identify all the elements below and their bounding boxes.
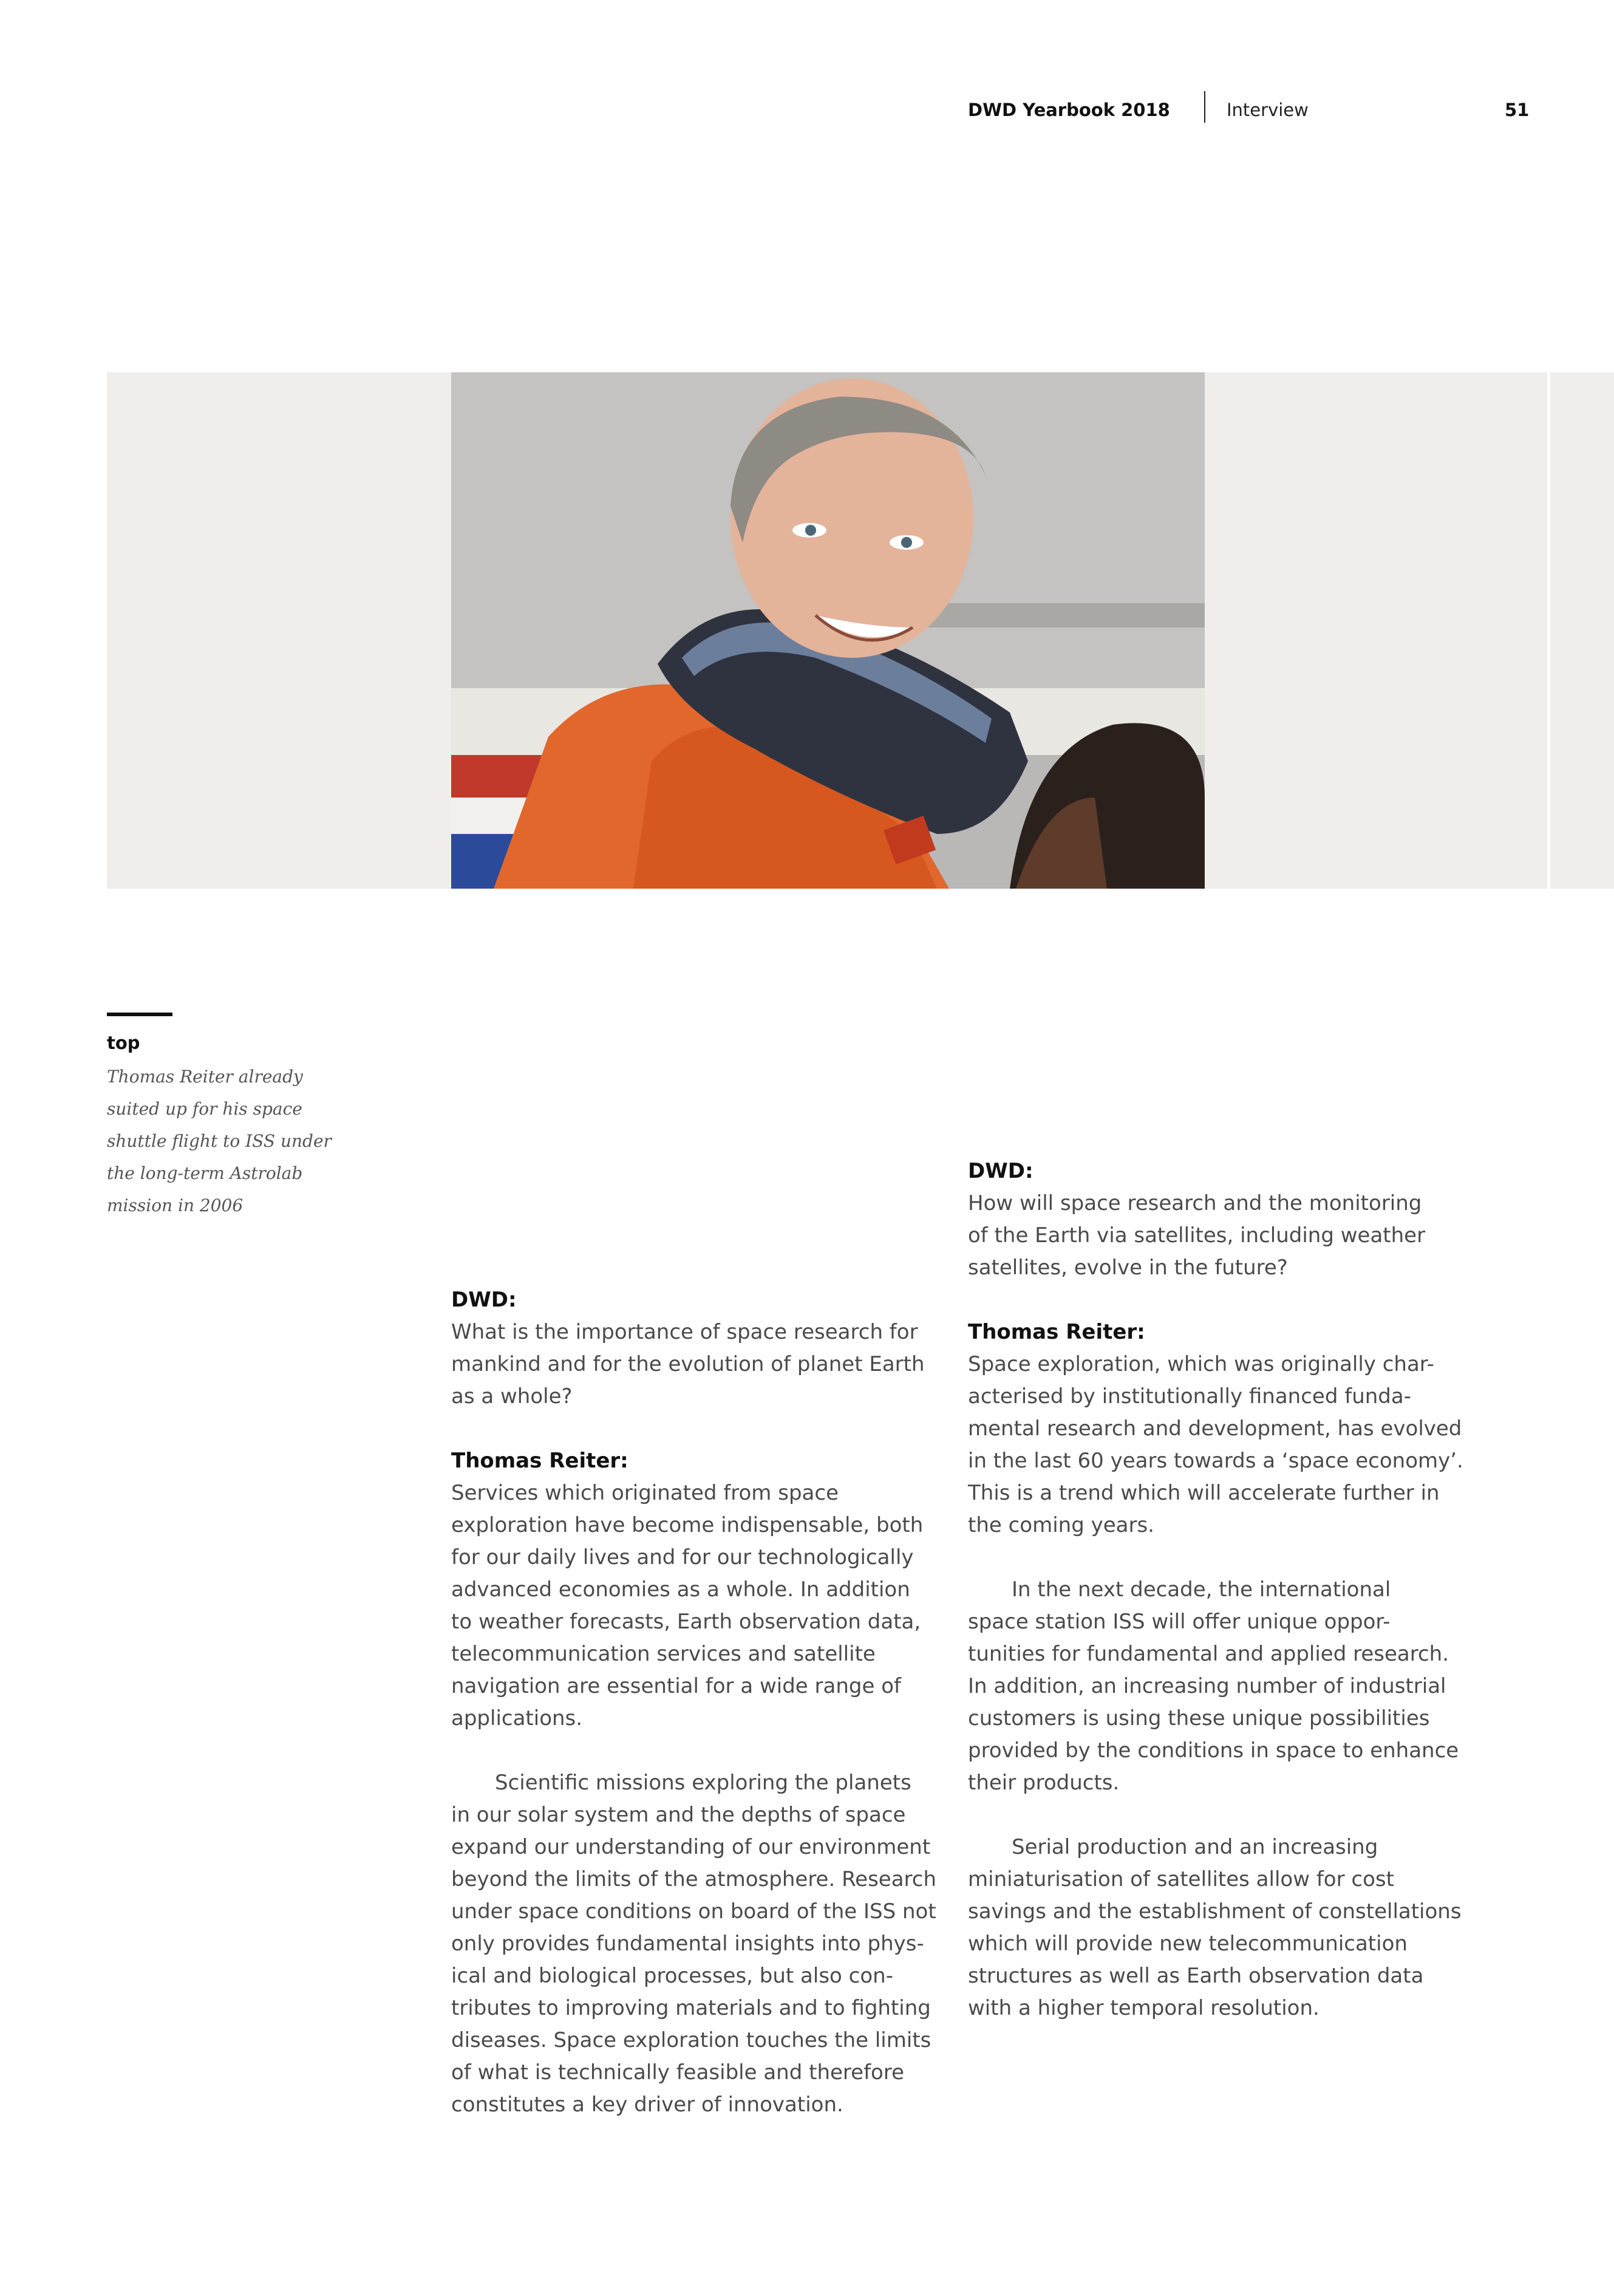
caption-label: top bbox=[107, 1033, 140, 1053]
section-name: Interview bbox=[1227, 100, 1309, 120]
speaker-label: Thomas Reiter: bbox=[451, 1449, 628, 1473]
question-line: How will space research and the monitoring bbox=[968, 1191, 1422, 1215]
answer-line: applications. bbox=[451, 1706, 583, 1731]
speaker-label: DWD: bbox=[451, 1288, 517, 1312]
caption-line: mission in 2006 bbox=[107, 1195, 243, 1215]
answer-line: telecommunication services and satellite bbox=[451, 1642, 876, 1666]
answer-line: Services which originated from space bbox=[451, 1481, 839, 1505]
answer-line: miniaturisation of satellites allow for cost bbox=[968, 1867, 1394, 1891]
page-number: 51 bbox=[1505, 100, 1530, 120]
question-line: mankind and for the evolution of planet Earth bbox=[451, 1352, 925, 1376]
answer-line: Serial production and an increasing bbox=[1012, 1835, 1378, 1859]
answer-line: Space exploration, which was originally char- bbox=[968, 1352, 1434, 1376]
publication-title: DWD Yearbook 2018 bbox=[968, 100, 1170, 120]
answer-line: In the next decade, the international bbox=[1012, 1577, 1391, 1602]
photo-caption bbox=[107, 1061, 362, 1221]
answer-line: mental research and development, has evolved bbox=[968, 1416, 1462, 1441]
answer-line: advanced economies as a whole. In addition bbox=[451, 1577, 910, 1602]
caption-line: the long-term Astrolab bbox=[107, 1163, 303, 1183]
answer-line: in our solar system and the depths of space bbox=[451, 1803, 906, 1827]
answer-line: ical and biological processes, but also con- bbox=[451, 1964, 893, 1988]
answer-line: navigation are essential for a wide range of bbox=[451, 1674, 901, 1698]
answer-line: tunities for fundamental and applied research. bbox=[968, 1642, 1449, 1666]
header-divider bbox=[1204, 91, 1205, 123]
answer-line: savings and the establishment of constellations bbox=[968, 1899, 1462, 1924]
question-line: satellites, evolve in the future? bbox=[968, 1256, 1288, 1280]
interview-column-left bbox=[451, 1284, 937, 2121]
answer-line: In addition, an increasing number of industrial bbox=[968, 1674, 1446, 1698]
caption-line: suited up for his space bbox=[107, 1099, 302, 1119]
speaker-label: Thomas Reiter: bbox=[968, 1320, 1145, 1344]
answer-line: the coming years. bbox=[968, 1513, 1154, 1537]
answer-line: structures as well as Earth observation data bbox=[968, 1964, 1424, 1988]
answer-line: beyond the limits of the atmosphere. Research bbox=[451, 1867, 937, 1891]
interview-column-right bbox=[968, 1155, 1466, 2024]
answer-line: expand our understanding of our environment bbox=[451, 1835, 931, 1859]
band-divider bbox=[1547, 372, 1550, 889]
answer-line: space station ISS will offer unique oppor- bbox=[968, 1610, 1391, 1634]
page-header bbox=[0, 91, 1614, 123]
answer-line: for our daily lives and for our technologically bbox=[451, 1545, 914, 1570]
answer-line: provided by the conditions in space to enhance bbox=[968, 1738, 1459, 1763]
answer-line: acterised by institutionally financed funda- bbox=[968, 1384, 1411, 1409]
caption-line: Thomas Reiter already bbox=[107, 1067, 303, 1087]
answer-line: Scientific missions exploring the planets bbox=[495, 1771, 911, 1795]
answer-line: only provides fundamental insights into phys- bbox=[451, 1932, 924, 1956]
answer-line: tributes to improving materials and to fighting bbox=[451, 1996, 931, 2020]
answer-line: under space conditions on board of the ISS not bbox=[451, 1899, 936, 1924]
answer-line: in the last 60 years towards a ‘space economy’. bbox=[968, 1449, 1463, 1473]
question-line: of the Earth via satellites, including weather bbox=[968, 1223, 1426, 1248]
answer-line: their products. bbox=[968, 1771, 1120, 1795]
answer-line: of what is technically feasible and therefore bbox=[451, 2060, 904, 2085]
answer-line: to weather forecasts, Earth observation data, bbox=[451, 1610, 921, 1634]
answer-line: exploration have become indispensable, both bbox=[451, 1513, 924, 1537]
answer-line: customers is using these unique possibilities bbox=[968, 1706, 1430, 1731]
answer-line: which will provide new telecommunication bbox=[968, 1932, 1408, 1956]
question-line: What is the importance of space research for bbox=[451, 1320, 918, 1344]
astronaut-photo bbox=[451, 372, 1205, 889]
caption-line: shuttle flight to ISS under bbox=[107, 1131, 332, 1151]
answer-line: diseases. Space exploration touches the limits bbox=[451, 2028, 931, 2052]
answer-line: with a higher temporal resolution. bbox=[968, 1996, 1319, 2020]
question-line: as a whole? bbox=[451, 1384, 573, 1409]
caption-rule bbox=[107, 1013, 172, 1016]
answer-line: This is a trend which will accelerate further in bbox=[968, 1481, 1440, 1505]
speaker-label: DWD: bbox=[968, 1159, 1033, 1183]
answer-line: constitutes a key driver of innovation. bbox=[451, 2093, 843, 2117]
